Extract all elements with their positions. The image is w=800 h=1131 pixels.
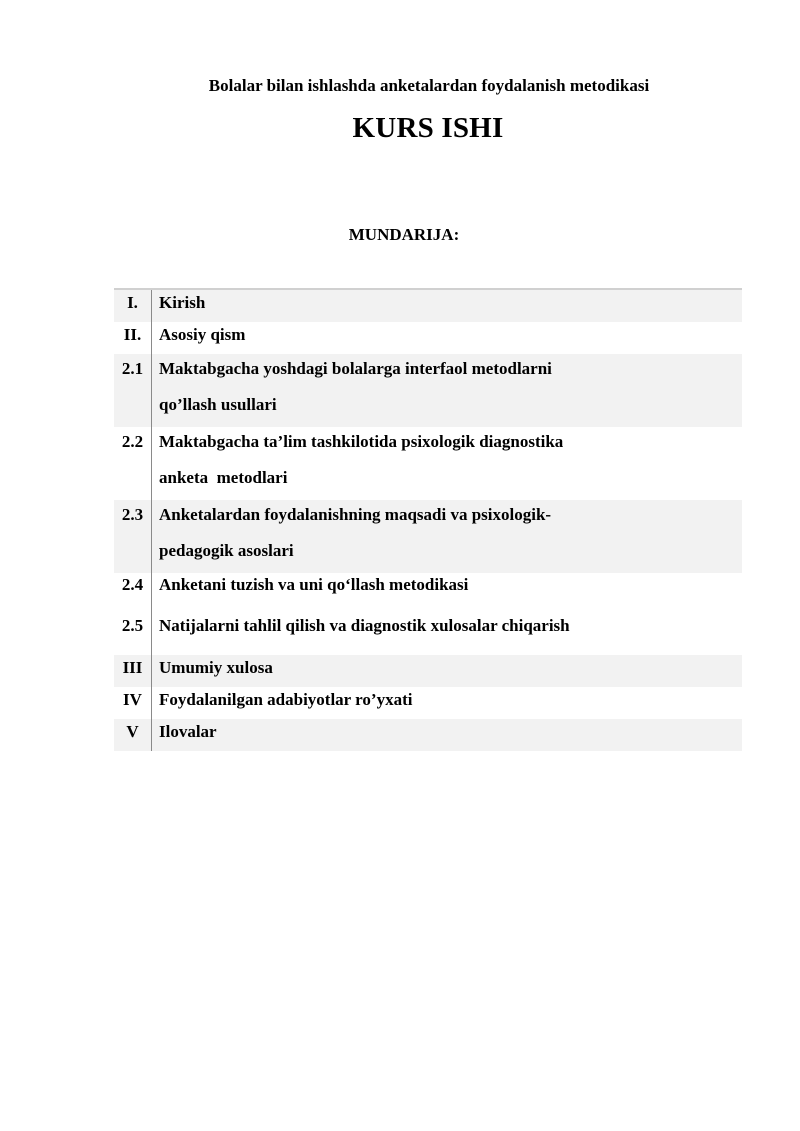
toc-row-2-4 <box>114 573 742 614</box>
toc-entry-line-1: Maktabgacha ta’lim tashkilotida psixologik diagnostika <box>159 432 564 451</box>
toc-entry-text <box>152 424 649 500</box>
document-subtitle: Bolalar bilan ishlashda anketalardan foydalanish metodikasi <box>208 76 650 95</box>
table-of-contents <box>114 288 742 751</box>
toc-entry-line-2: qo’llash usullari <box>159 395 277 414</box>
toc-heading: MUNDARIJA: <box>348 225 460 244</box>
toc-row-adabiyotlar <box>114 687 742 719</box>
toc-entry-text: Ilovalar <box>159 722 217 741</box>
toc-entry-line-1: Maktabgacha yoshdagi bolalarga interfaol metodlarni <box>159 359 552 378</box>
toc-entry-text: Natijalarni tahlil qilish va diagnostik xulosalar chiqarish <box>159 616 570 635</box>
toc-entry-line-2: anketa metodlari <box>159 468 288 487</box>
toc-entry-text <box>152 351 649 427</box>
document-title: KURS ISHI <box>352 112 504 144</box>
toc-number: III <box>114 655 152 687</box>
toc-number: 2.5 <box>114 614 152 655</box>
toc-entry-text: Asosiy qism <box>159 325 246 344</box>
toc-entry-text: Umumiy xulosa <box>159 658 273 677</box>
toc-entry-text: Kirish <box>159 293 206 312</box>
toc-row-kirish <box>114 290 742 322</box>
toc-number: I. <box>114 290 152 322</box>
toc-number: V <box>114 719 152 751</box>
toc-row-umumiy-xulosa <box>114 655 742 687</box>
toc-entry-line-2: pedagogik asoslari <box>159 541 294 560</box>
toc-entry-text: Anketani tuzish va uni qo‘llash metodikasi <box>159 575 469 594</box>
toc-number: 2.4 <box>114 573 152 614</box>
toc-row-2-3 <box>114 500 742 573</box>
toc-number: 2.1 <box>114 354 152 427</box>
toc-row-ilovalar <box>114 719 742 751</box>
toc-row-2-5 <box>114 614 742 655</box>
toc-number: 2.2 <box>114 427 152 500</box>
toc-row-2-2 <box>114 427 742 500</box>
toc-row-asosiy-qism <box>114 322 742 354</box>
toc-entry-text: Foydalanilgan adabiyotlar ro’yxati <box>159 690 413 709</box>
toc-entry-line-1: Anketalardan foydalanishning maqsadi va psixologik- <box>159 505 552 524</box>
toc-number: 2.3 <box>114 500 152 573</box>
toc-entry-text <box>152 497 649 573</box>
toc-number: II. <box>114 322 152 354</box>
toc-row-2-1 <box>114 354 742 427</box>
toc-number: IV <box>114 687 152 719</box>
